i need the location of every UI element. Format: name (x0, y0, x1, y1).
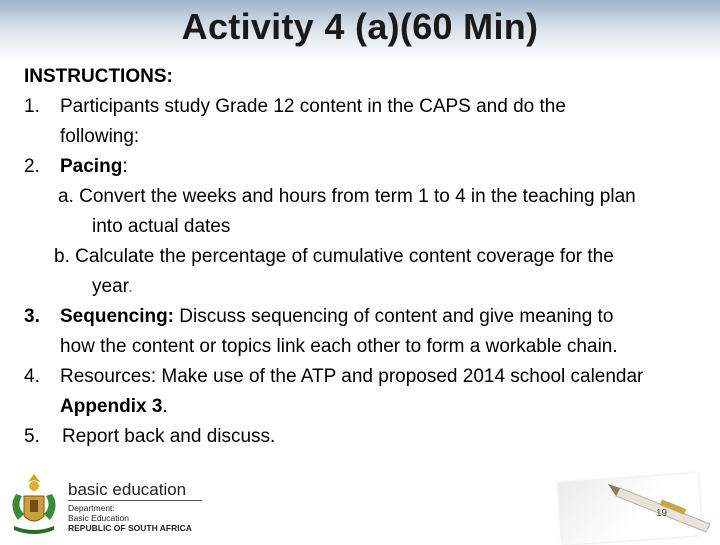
department-text: Department: Basic Education REPUBLIC OF SOUTH AFRICA (68, 503, 192, 533)
brand-divider (68, 500, 202, 501)
page-number: 19 (656, 508, 668, 519)
coat-of-arms-icon (4, 470, 64, 538)
list-item: 4. Resources: Make use of the ATP and proposed 2014 school calendar (24, 366, 644, 387)
instructions: INSTRUCTIONS: 1. Participants study Grade 12 content in the CAPS and do the following: 2. Pacing: a. Convert the weeks and hours from term 1 to 4 in the teaching plan into actual dates b. Calculate the percentage of cumulative content coverage for the year. 3. Sequencing: Discuss sequencing of content and give meaning to how the content or topics link each other to form a workable chain. 4. Resources: Make use of the ATP and proposed 2014 school calendar Appendix 3. 5. Report back and discuss. (24, 62, 714, 452)
fountain-pen-icon (600, 462, 720, 540)
list-item: 2. Pacing: (24, 156, 128, 177)
list-item: 1. Participants study Grade 12 content in the CAPS and do the (24, 96, 566, 117)
brand-name: basic education (68, 480, 187, 499)
list-item: 5. Report back and discuss. (24, 426, 276, 447)
slide-title: Activity 4 (a)(60 Min) (181, 6, 539, 47)
instructions-heading: INSTRUCTIONS: (24, 66, 173, 87)
list-item: 3. Sequencing: Discuss sequencing of content and give meaning to (24, 306, 614, 327)
